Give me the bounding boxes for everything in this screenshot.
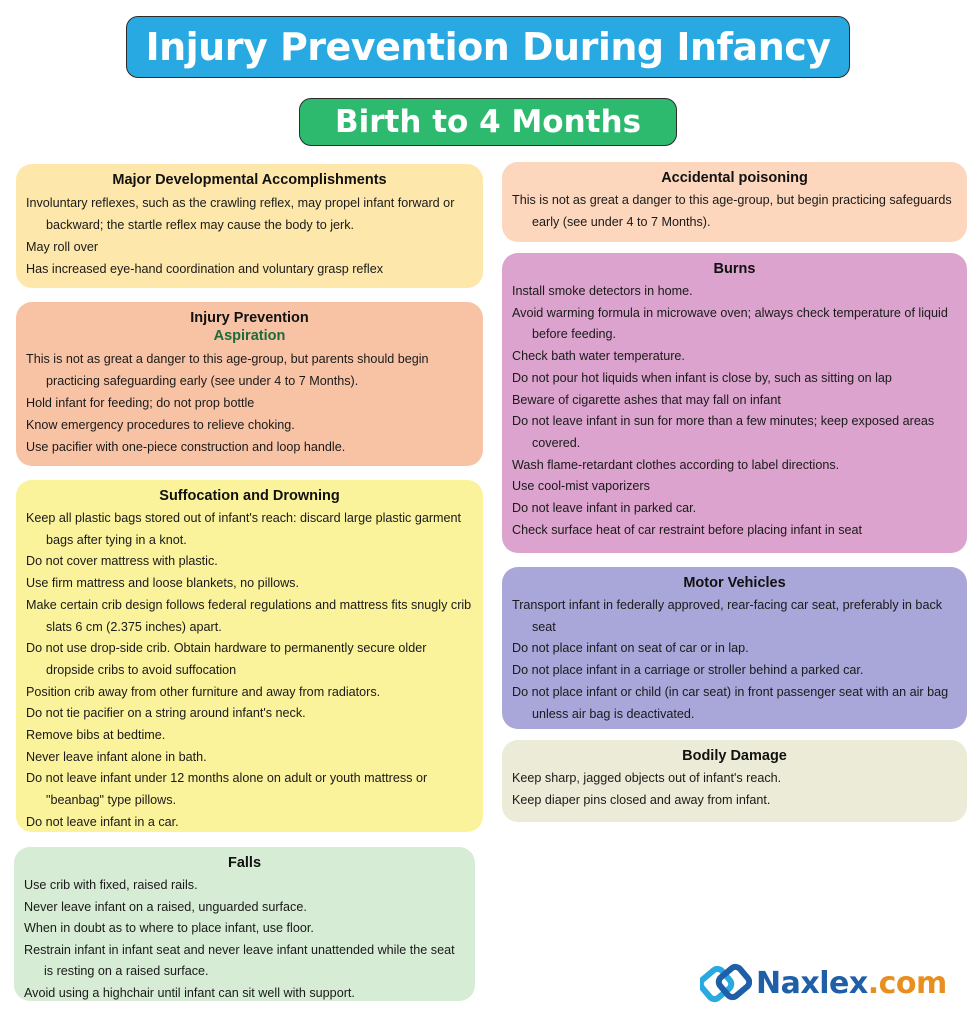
item-list bbox=[512, 768, 957, 811]
list-item: Do not pour hot liquids when infant is close by, such as sitting on lap bbox=[512, 370, 892, 385]
section-heading: Injury Prevention bbox=[190, 310, 309, 326]
list-item: Do not place infant or child (in car seat) in front passenger seat with an air bag unless air bag is deactivated. bbox=[512, 684, 949, 721]
list-item: Do not leave infant under 12 months alone on adult or youth mattress or "beanbag" type pillows. bbox=[26, 771, 428, 808]
suffocation-drowning-card bbox=[16, 480, 483, 832]
list-item: Use cool-mist vaporizers bbox=[512, 479, 650, 494]
section-heading: Major Developmental Accomplishments bbox=[112, 172, 387, 188]
list-item: Keep diaper pins closed and away from infant. bbox=[512, 792, 771, 807]
list-item: Use pacifier with one-piece construction and loop handle. bbox=[26, 440, 346, 454]
item-list bbox=[26, 348, 473, 458]
falls-card bbox=[14, 847, 475, 1001]
list-item: Restrain infant in infant seat and never leave infant unattended while the seat is resting on a raised surface. bbox=[24, 942, 455, 979]
list-item: Never leave infant alone in bath. bbox=[26, 749, 207, 764]
list-item: Use firm mattress and loose blankets, no pillows. bbox=[26, 576, 299, 591]
list-item: Do not leave infant in sun for more than a few minutes; keep exposed areas covered. bbox=[512, 414, 935, 450]
list-item: Check bath water temperature. bbox=[512, 349, 685, 364]
item-list bbox=[26, 508, 473, 834]
logo-name: Naxlex bbox=[756, 965, 868, 1001]
list-item: Do not place infant on seat of car or in lap. bbox=[512, 641, 749, 656]
section-heading: Accidental poisoning bbox=[661, 170, 808, 186]
item-list bbox=[24, 875, 465, 1005]
list-item: This is not as great a danger to this age-group, but parents should begin practicing safeguarding early (see under 4 to 7 Months). bbox=[26, 352, 429, 388]
list-item: Position crib away from other furniture and away from radiators. bbox=[26, 684, 381, 699]
list-item: Remove bibs at bedtime. bbox=[26, 728, 166, 743]
accidental-poisoning-card bbox=[502, 162, 967, 242]
list-item: Avoid using a highchair until infant can sit well with support. bbox=[24, 985, 355, 1000]
age-range-subtitle: Birth to 4 Months bbox=[299, 98, 677, 146]
list-item: Know emergency procedures to relieve choking. bbox=[26, 418, 295, 432]
list-item: Wash flame-retardant clothes according to label directions. bbox=[512, 457, 840, 472]
list-item: When in doubt as to where to place infant, use floor. bbox=[24, 921, 314, 936]
logo-wordmark bbox=[756, 966, 947, 1001]
list-item: Do not use drop-side crib. Obtain hardware to permanently secure older dropside cribs to avoid suffocation bbox=[26, 641, 427, 677]
list-item: Install smoke detectors in home. bbox=[512, 284, 693, 298]
list-item: Beware of cigarette ashes that may fall on infant bbox=[512, 392, 781, 407]
logo-tld: .com bbox=[867, 965, 947, 1001]
list-item: Do not leave infant in a car. bbox=[26, 814, 179, 829]
list-item: Involuntary reflexes, such as the crawling reflex, may propel infant forward or backward; the startle reflex may cause the body to jerk. bbox=[26, 196, 455, 232]
list-item: Make certain crib design follows federal regulations and mattress fits snugly crib slats 6 cm (2.375 inches) apart. bbox=[26, 597, 472, 634]
list-item: Avoid warming formula in microwave oven; always check temperature of liquid before feeding. bbox=[512, 305, 948, 342]
list-item: Has increased eye-hand coordination and voluntary grasp reflex bbox=[26, 262, 384, 276]
section-subheading: Aspiration bbox=[213, 328, 286, 344]
item-list bbox=[512, 190, 957, 233]
section-heading: Suffocation and Drowning bbox=[159, 488, 340, 504]
list-item: This is not as great a danger to this age-group, but begin practicing safeguards early (see under 4 to 7 Months). bbox=[512, 193, 952, 229]
list-item: Do not cover mattress with plastic. bbox=[26, 554, 218, 569]
item-list bbox=[512, 281, 957, 541]
page-title: Injury Prevention During Infancy bbox=[126, 16, 850, 78]
list-item: Keep all plastic bags stored out of infant's reach: discard large plastic garment bags after tying in a knot. bbox=[26, 511, 462, 547]
list-item: Never leave infant on a raised, unguarded surface. bbox=[24, 899, 307, 914]
burns-card bbox=[502, 253, 967, 553]
list-item: Do not place infant in a carriage or stroller behind a parked car. bbox=[512, 663, 864, 678]
list-item: Keep sharp, jagged objects out of infant's reach. bbox=[512, 771, 782, 785]
list-item: Do not tie pacifier on a string around infant's neck. bbox=[26, 706, 306, 721]
list-item: Do not leave infant in parked car. bbox=[512, 501, 697, 516]
list-item: Hold infant for feeding; do not prop bottle bbox=[26, 396, 255, 410]
item-list bbox=[26, 192, 473, 280]
list-item: Transport infant in federally approved, rear-facing car seat, preferably in back seat bbox=[512, 598, 943, 634]
section-heading: Burns bbox=[713, 261, 756, 277]
developmental-accomplishments-card bbox=[16, 164, 483, 288]
list-item: May roll over bbox=[26, 240, 99, 254]
list-item: Use crib with fixed, raised rails. bbox=[24, 878, 198, 892]
section-heading: Falls bbox=[227, 855, 262, 871]
section-heading: Bodily Damage bbox=[682, 748, 787, 764]
naxlex-logo-icon bbox=[700, 958, 752, 1008]
list-item: Check surface heat of car restraint before placing infant in seat bbox=[512, 522, 863, 537]
bodily-damage-card bbox=[502, 740, 967, 822]
section-heading: Motor Vehicles bbox=[683, 575, 786, 591]
item-list bbox=[512, 595, 957, 725]
motor-vehicles-card bbox=[502, 567, 967, 729]
naxlex-logo[interactable] bbox=[700, 958, 960, 1008]
injury-prevention-card bbox=[16, 302, 483, 466]
